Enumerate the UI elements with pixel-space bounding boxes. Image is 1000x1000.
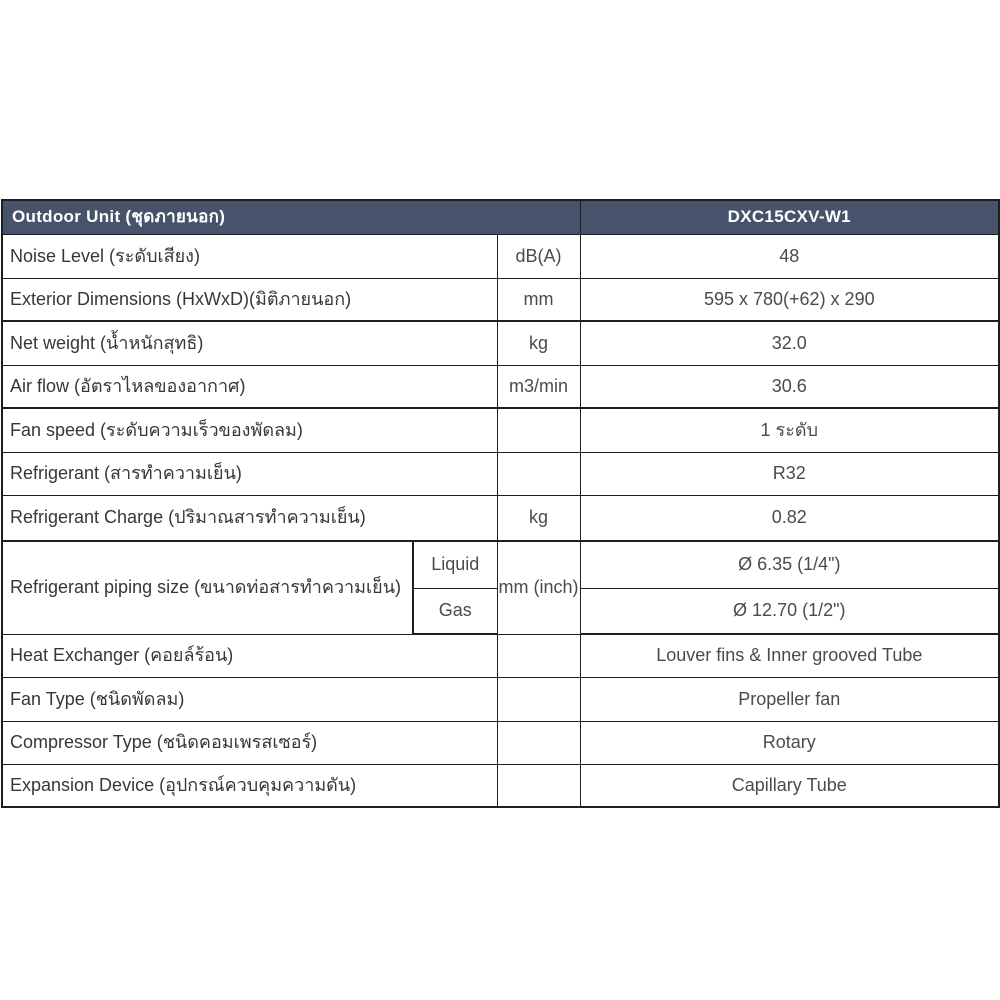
heat-exchanger-label: Heat Exchanger (คอยล์ร้อน) xyxy=(2,634,497,677)
noise-level-value: 48 xyxy=(580,234,999,278)
exterior-dimensions-label: Exterior Dimensions (HxWxD)(มิติภายนอก) xyxy=(2,278,497,321)
expansion-device-unit xyxy=(497,764,580,807)
refrigerant-unit xyxy=(497,452,580,495)
piping-unit: mm (inch) xyxy=(497,541,580,634)
refrigerant-value: R32 xyxy=(580,452,999,495)
exterior-dimensions-value: 595 x 780(+62) x 290 xyxy=(580,278,999,321)
header-model-name: DXC15CXV-W1 xyxy=(580,200,999,234)
air-flow-unit: m3/min xyxy=(497,365,580,408)
piping-gas-value: Ø 12.70 (1/2") xyxy=(580,588,999,634)
refrigerant-charge-value: 0.82 xyxy=(580,495,999,541)
expansion-device-value: Capillary Tube xyxy=(580,764,999,807)
table-row xyxy=(2,234,999,278)
table-row xyxy=(2,764,999,807)
fan-type-unit xyxy=(497,677,580,721)
table-row xyxy=(2,278,999,321)
piping-liquid-sublabel: Liquid xyxy=(413,541,497,588)
expansion-device-label: Expansion Device (อุปกรณ์ควบคุมความดัน) xyxy=(2,764,497,807)
refrigerant-charge-label: Refrigerant Charge (ปริมาณสารทำความเย็น) xyxy=(2,495,497,541)
header-outdoor-unit-title: Outdoor Unit (ชุดภายนอก) xyxy=(2,200,580,234)
table-row xyxy=(2,721,999,764)
table-header-row xyxy=(2,200,999,234)
table-row xyxy=(2,495,999,541)
exterior-dimensions-unit: mm xyxy=(497,278,580,321)
refrigerant-charge-unit: kg xyxy=(497,495,580,541)
heat-exchanger-value: Louver fins & Inner grooved Tube xyxy=(580,634,999,677)
noise-level-label: Noise Level (ระดับเสียง) xyxy=(2,234,497,278)
net-weight-unit: kg xyxy=(497,321,580,365)
table-row xyxy=(2,365,999,408)
table-row xyxy=(2,677,999,721)
refrigerant-label: Refrigerant (สารทำความเย็น) xyxy=(2,452,497,495)
net-weight-value: 32.0 xyxy=(580,321,999,365)
noise-level-unit: dB(A) xyxy=(497,234,580,278)
fan-type-value: Propeller fan xyxy=(580,677,999,721)
table-row xyxy=(2,452,999,495)
fan-type-label: Fan Type (ชนิดพัดลม) xyxy=(2,677,497,721)
table-row-piping-liquid xyxy=(2,541,999,588)
compressor-type-label: Compressor Type (ชนิดคอมเพรสเซอร์) xyxy=(2,721,497,764)
fan-speed-unit xyxy=(497,408,580,452)
compressor-type-unit xyxy=(497,721,580,764)
outdoor-unit-spec-table xyxy=(1,199,1000,808)
table-row xyxy=(2,634,999,677)
net-weight-label: Net weight (น้ำหนักสุทธิ) xyxy=(2,321,497,365)
piping-gas-sublabel: Gas xyxy=(413,588,497,634)
piping-liquid-value: Ø 6.35 (1/4") xyxy=(580,541,999,588)
fan-speed-label: Fan speed (ระดับความเร็วของพัดลม) xyxy=(2,408,497,452)
compressor-type-value: Rotary xyxy=(580,721,999,764)
table-row xyxy=(2,408,999,452)
table-row xyxy=(2,321,999,365)
air-flow-label: Air flow (อัตราไหลของอากาศ) xyxy=(2,365,497,408)
fan-speed-value: 1 ระดับ xyxy=(580,408,999,452)
refrigerant-piping-size-label: Refrigerant piping size (ขนาดท่อสารทำความเย็น) xyxy=(2,541,413,634)
air-flow-value: 30.6 xyxy=(580,365,999,408)
heat-exchanger-unit xyxy=(497,634,580,677)
